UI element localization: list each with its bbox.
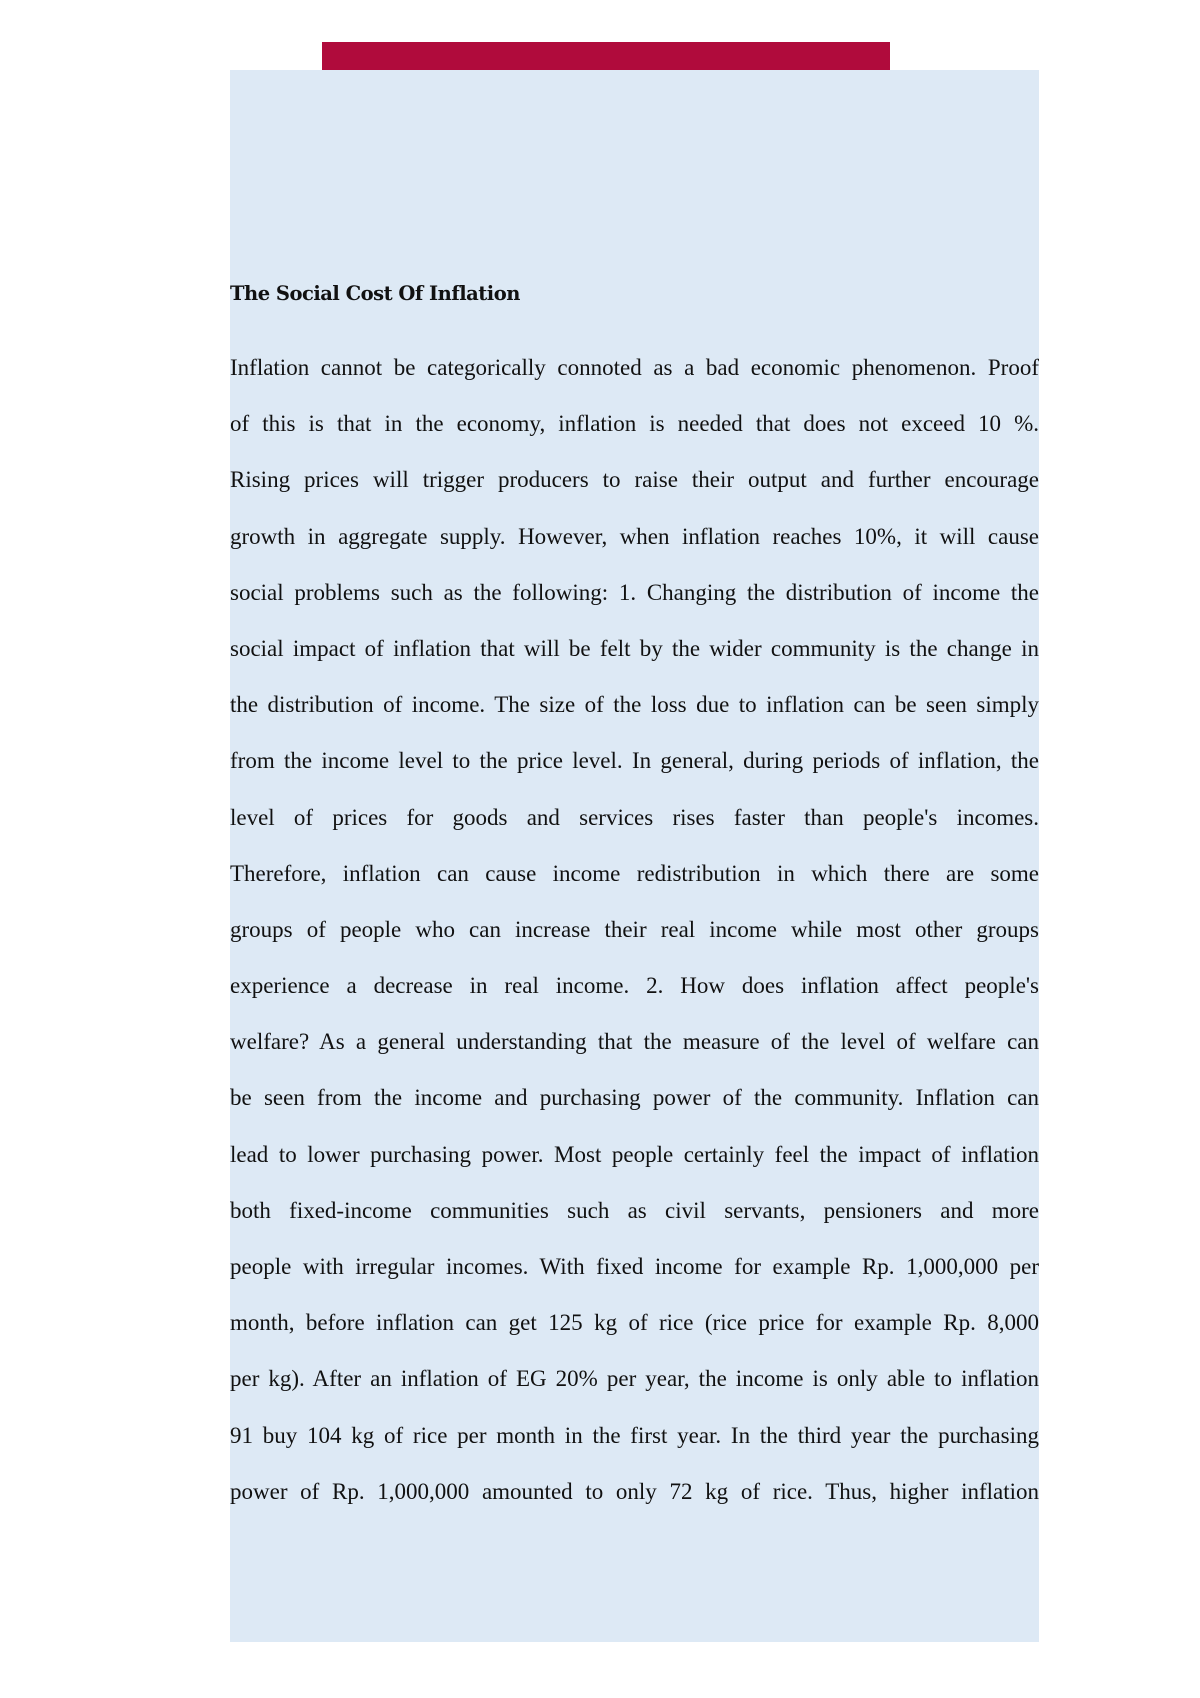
body-text-line: of this is that in the economy, inflation is needed that does not exceed 10 %. xyxy=(230,411,1039,437)
body-text-line: 91 buy 104 kg of rice per month in the first year. In the third year the purchasing xyxy=(230,1422,1039,1448)
body-text-line: per kg). After an inflation of EG 20% per year, the income is only able to inflation xyxy=(230,1366,1039,1392)
document-body xyxy=(230,340,1039,1514)
body-text-line: level of prices for goods and services rises faster than people's incomes. xyxy=(230,804,1039,830)
body-text-line: lead to lower purchasing power. Most people certainly feel the impact of inflation xyxy=(230,1141,1039,1167)
body-text-line: people with irregular incomes. With fixed income for example Rp. 1,000,000 per xyxy=(230,1254,1039,1279)
body-text-line: the distribution of income. The size of the loss due to inflation can be seen simply xyxy=(230,692,1039,718)
header-accent-bar xyxy=(322,42,890,70)
body-text-line: experience a decrease in real income. 2. How does inflation affect people's xyxy=(230,973,1039,999)
body-text-line: Therefore, inflation can cause income redistribution in which there are some xyxy=(230,860,1039,886)
body-text-line: power of Rp. 1,000,000 amounted to only 72 kg of rice. Thus, higher inflation xyxy=(230,1478,1039,1504)
body-text-line: Rising prices will trigger producers to raise their output and further encourage xyxy=(230,467,1039,493)
document-title: The Social Cost Of Inflation xyxy=(230,282,520,305)
body-text-line: growth in aggregate supply. However, when inflation reaches 10%, it will cause xyxy=(230,523,1039,549)
body-text-line: welfare? As a general understanding that the measure of the level of welfare can xyxy=(230,1029,1039,1055)
body-text-line: Inflation cannot be categorically connoted as a bad economic phenomenon. Proof xyxy=(230,355,1039,380)
body-text-line: both fixed-income communities such as civil servants, pensioners and more xyxy=(230,1197,1039,1223)
body-text-line: be seen from the income and purchasing power of the community. Inflation can xyxy=(230,1085,1039,1111)
body-text-line: month, before inflation can get 125 kg of rice (rice price for example Rp. 8,000 xyxy=(230,1310,1039,1336)
body-text-line: groups of people who can increase their real income while most other groups xyxy=(230,916,1039,942)
body-text-line: social problems such as the following: 1. Changing the distribution of income the xyxy=(230,579,1039,605)
body-text-line: from the income level to the price level. In general, during periods of inflation, the xyxy=(230,748,1039,774)
body-text-line: social impact of inflation that will be felt by the wider community is the change in xyxy=(230,635,1039,661)
